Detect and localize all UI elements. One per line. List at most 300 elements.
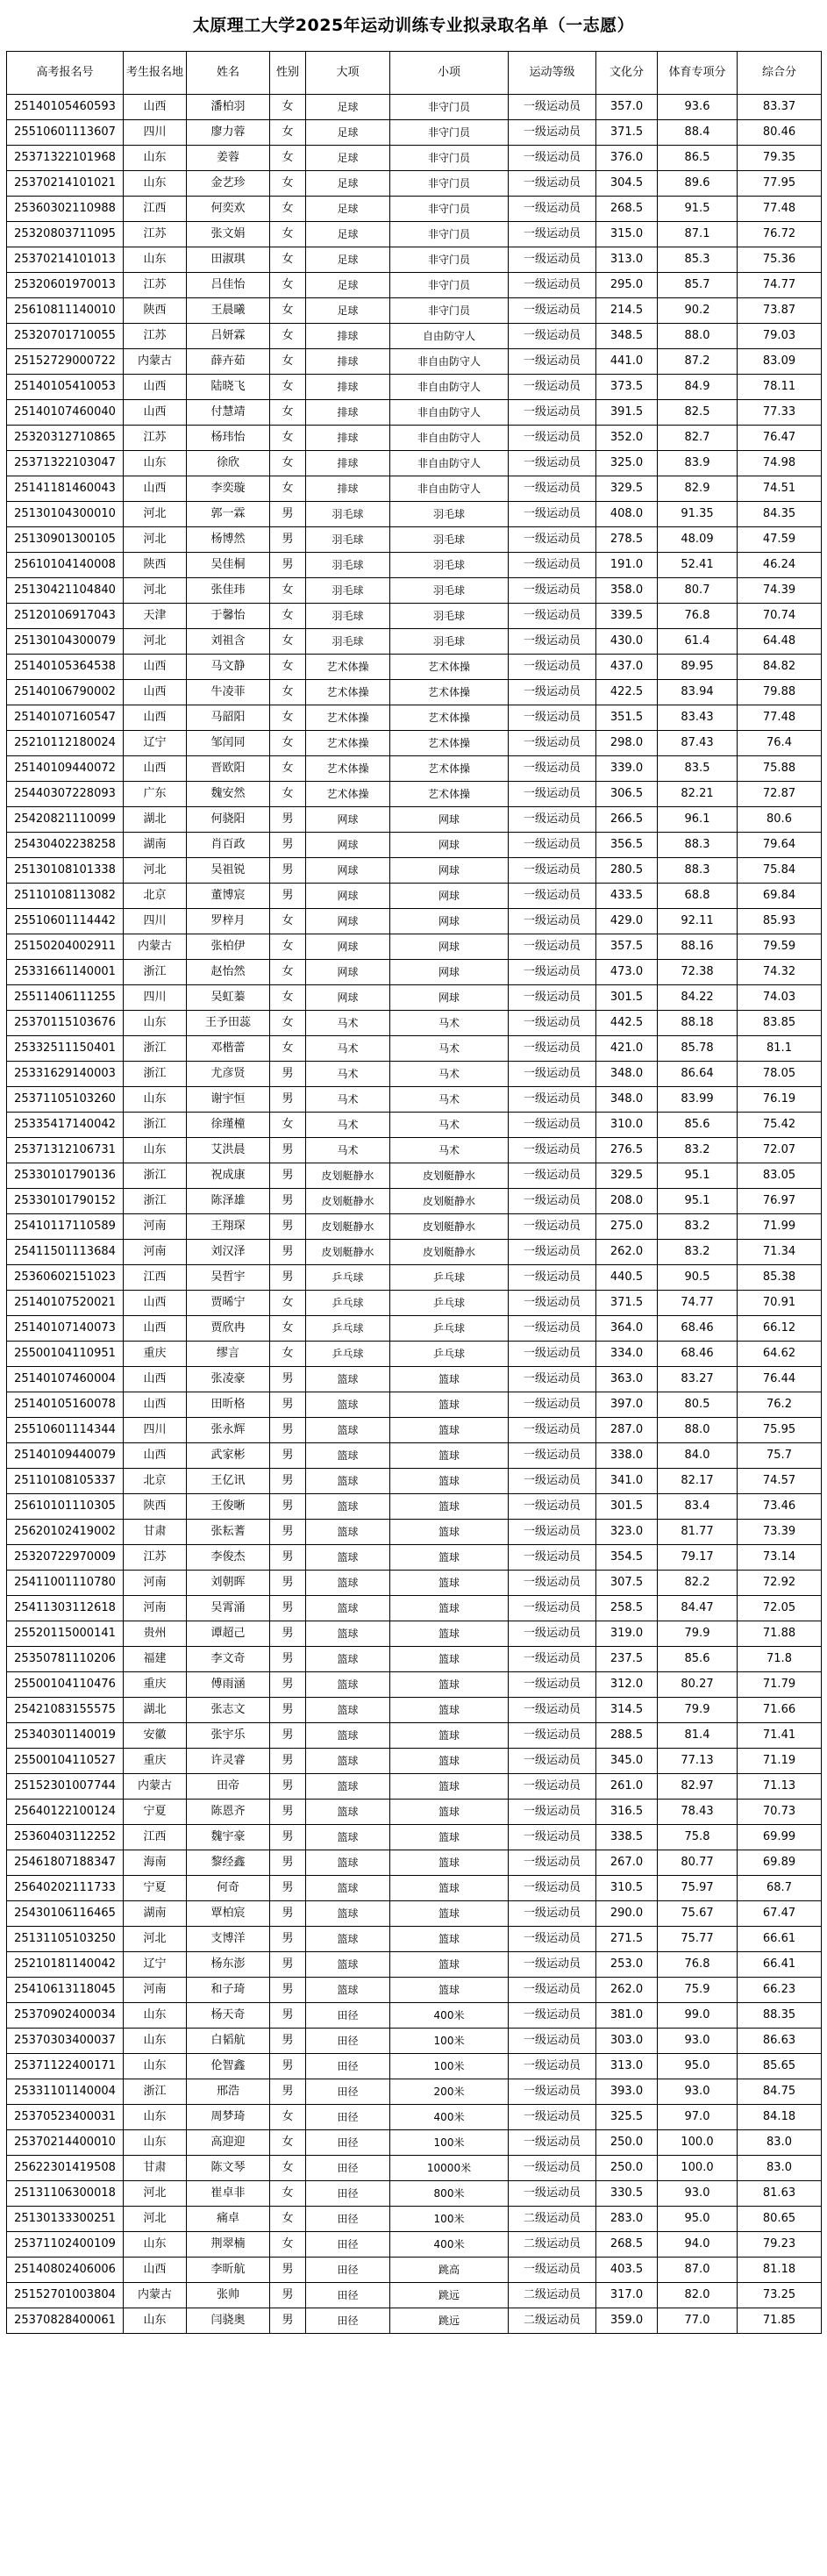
cell-culture-score: 329.5 bbox=[596, 1163, 658, 1189]
cell-sport-score: 77.13 bbox=[658, 1749, 738, 1774]
cell-level: 一级运动员 bbox=[509, 807, 596, 833]
cell-total-score: 76.19 bbox=[738, 1087, 822, 1113]
cell-gender: 女 bbox=[270, 655, 306, 680]
cell-name: 何奕欢 bbox=[187, 197, 270, 222]
table-row bbox=[7, 1723, 822, 1749]
cell-event: 艺术体操 bbox=[390, 680, 509, 705]
cell-sport-score: 93.0 bbox=[658, 2029, 738, 2054]
cell-exam-id: 25622301419508 bbox=[7, 2156, 124, 2181]
cell-event: 非自由防守人 bbox=[390, 451, 509, 476]
cell-gender: 男 bbox=[270, 1392, 306, 1418]
cell-event: 400米 bbox=[390, 2105, 509, 2130]
cell-level: 一级运动员 bbox=[509, 960, 596, 985]
cell-total-score: 84.82 bbox=[738, 655, 822, 680]
cell-exam-id: 25500104110527 bbox=[7, 1749, 124, 1774]
cell-exam-id: 25140107460004 bbox=[7, 1367, 124, 1392]
cell-gender: 女 bbox=[270, 1342, 306, 1367]
header-sport-score: 体育专项分 bbox=[658, 52, 738, 95]
table-row bbox=[7, 1520, 822, 1545]
cell-region: 山西 bbox=[124, 476, 187, 502]
cell-sport-score: 75.77 bbox=[658, 1927, 738, 1952]
admission-table bbox=[6, 51, 822, 2334]
cell-sport-score: 79.9 bbox=[658, 1698, 738, 1723]
cell-exam-id: 25620102419002 bbox=[7, 1520, 124, 1545]
cell-sport: 足球 bbox=[306, 222, 390, 247]
cell-gender: 男 bbox=[270, 1062, 306, 1087]
cell-event: 非自由防守人 bbox=[390, 426, 509, 451]
cell-region: 重庆 bbox=[124, 1672, 187, 1698]
cell-name: 张文娟 bbox=[187, 222, 270, 247]
table-row bbox=[7, 1825, 822, 1850]
cell-exam-id: 25330101790136 bbox=[7, 1163, 124, 1189]
cell-exam-id: 25510601114344 bbox=[7, 1418, 124, 1443]
cell-gender: 女 bbox=[270, 1316, 306, 1342]
cell-region: 河北 bbox=[124, 629, 187, 655]
cell-sport-score: 82.2 bbox=[658, 1571, 738, 1596]
cell-gender: 男 bbox=[270, 1952, 306, 1978]
cell-event: 篮球 bbox=[390, 1367, 509, 1392]
cell-total-score: 81.18 bbox=[738, 2258, 822, 2283]
table-row bbox=[7, 2258, 822, 2283]
table-row bbox=[7, 1876, 822, 1901]
cell-level: 一级运动员 bbox=[509, 2054, 596, 2079]
cell-culture-score: 334.0 bbox=[596, 1342, 658, 1367]
cell-culture-score: 290.0 bbox=[596, 1901, 658, 1927]
cell-sport: 篮球 bbox=[306, 1545, 390, 1571]
cell-gender: 女 bbox=[270, 1291, 306, 1316]
cell-name: 张凌豪 bbox=[187, 1367, 270, 1392]
cell-exam-id: 25410613118045 bbox=[7, 1978, 124, 2003]
cell-name: 谭超己 bbox=[187, 1621, 270, 1647]
cell-exam-id: 25320701710055 bbox=[7, 324, 124, 349]
cell-sport-score: 87.2 bbox=[658, 349, 738, 375]
cell-region: 四川 bbox=[124, 120, 187, 146]
header-total-score: 综合分 bbox=[738, 52, 822, 95]
cell-sport: 田径 bbox=[306, 2003, 390, 2029]
cell-sport: 皮划艇静水 bbox=[306, 1240, 390, 1265]
cell-sport: 田径 bbox=[306, 2054, 390, 2079]
cell-region: 河北 bbox=[124, 2207, 187, 2232]
cell-name: 王晨曦 bbox=[187, 298, 270, 324]
cell-event: 篮球 bbox=[390, 1596, 509, 1621]
table-row bbox=[7, 298, 822, 324]
cell-culture-score: 345.0 bbox=[596, 1749, 658, 1774]
cell-region: 江苏 bbox=[124, 426, 187, 451]
cell-total-score: 72.05 bbox=[738, 1596, 822, 1621]
cell-exam-id: 25130108101338 bbox=[7, 858, 124, 884]
cell-exam-id: 25130104300079 bbox=[7, 629, 124, 655]
cell-exam-id: 25131106300018 bbox=[7, 2181, 124, 2207]
cell-total-score: 84.75 bbox=[738, 2079, 822, 2105]
cell-culture-score: 250.0 bbox=[596, 2156, 658, 2181]
cell-level: 一级运动员 bbox=[509, 502, 596, 527]
cell-region: 山东 bbox=[124, 1011, 187, 1036]
cell-level: 一级运动员 bbox=[509, 1749, 596, 1774]
table-row bbox=[7, 247, 822, 273]
cell-name: 支博洋 bbox=[187, 1927, 270, 1952]
cell-gender: 男 bbox=[270, 1545, 306, 1571]
table-row bbox=[7, 1698, 822, 1723]
cell-event: 艺术体操 bbox=[390, 655, 509, 680]
cell-region: 四川 bbox=[124, 985, 187, 1011]
cell-exam-id: 25410117110589 bbox=[7, 1214, 124, 1240]
cell-culture-score: 473.0 bbox=[596, 960, 658, 985]
cell-total-score: 74.39 bbox=[738, 578, 822, 604]
cell-culture-score: 262.0 bbox=[596, 1240, 658, 1265]
cell-exam-id: 25130901300105 bbox=[7, 527, 124, 553]
cell-culture-score: 352.0 bbox=[596, 426, 658, 451]
cell-exam-id: 25371322103047 bbox=[7, 451, 124, 476]
cell-level: 一级运动员 bbox=[509, 247, 596, 273]
cell-gender: 女 bbox=[270, 375, 306, 400]
cell-total-score: 71.34 bbox=[738, 1240, 822, 1265]
cell-event: 篮球 bbox=[390, 1800, 509, 1825]
cell-name: 王予田蕊 bbox=[187, 1011, 270, 1036]
cell-sport: 篮球 bbox=[306, 1672, 390, 1698]
cell-sport: 篮球 bbox=[306, 1621, 390, 1647]
cell-sport: 篮球 bbox=[306, 1952, 390, 1978]
cell-gender: 男 bbox=[270, 553, 306, 578]
cell-sport: 网球 bbox=[306, 858, 390, 884]
cell-sport: 篮球 bbox=[306, 1825, 390, 1850]
cell-culture-score: 319.0 bbox=[596, 1621, 658, 1647]
cell-sport-score: 89.95 bbox=[658, 655, 738, 680]
cell-event: 羽毛球 bbox=[390, 502, 509, 527]
cell-sport-score: 95.1 bbox=[658, 1163, 738, 1189]
cell-exam-id: 25140107160547 bbox=[7, 705, 124, 731]
cell-level: 一级运动员 bbox=[509, 2156, 596, 2181]
cell-total-score: 75.95 bbox=[738, 1418, 822, 1443]
cell-event: 10000米 bbox=[390, 2156, 509, 2181]
cell-culture-score: 313.0 bbox=[596, 2054, 658, 2079]
cell-name: 尤彦贤 bbox=[187, 1062, 270, 1087]
cell-culture-score: 268.5 bbox=[596, 2232, 658, 2258]
cell-region: 湖北 bbox=[124, 1698, 187, 1723]
cell-event: 羽毛球 bbox=[390, 629, 509, 655]
cell-region: 湖北 bbox=[124, 807, 187, 833]
cell-total-score: 76.4 bbox=[738, 731, 822, 756]
cell-event: 篮球 bbox=[390, 1723, 509, 1749]
cell-exam-id: 25610811140010 bbox=[7, 298, 124, 324]
cell-culture-score: 314.5 bbox=[596, 1698, 658, 1723]
cell-culture-score: 373.5 bbox=[596, 375, 658, 400]
cell-gender: 女 bbox=[270, 273, 306, 298]
table-row bbox=[7, 2029, 822, 2054]
cell-gender: 男 bbox=[270, 1494, 306, 1520]
cell-sport-score: 83.43 bbox=[658, 705, 738, 731]
table-row bbox=[7, 2003, 822, 2029]
cell-exam-id: 25140109440072 bbox=[7, 756, 124, 782]
cell-sport-score: 76.8 bbox=[658, 604, 738, 629]
cell-event: 篮球 bbox=[390, 1443, 509, 1469]
cell-sport-score: 95.0 bbox=[658, 2054, 738, 2079]
cell-sport-score: 75.8 bbox=[658, 1825, 738, 1850]
cell-name: 张帅 bbox=[187, 2283, 270, 2308]
cell-level: 一级运动员 bbox=[509, 1876, 596, 1901]
cell-gender: 女 bbox=[270, 146, 306, 171]
cell-event: 400米 bbox=[390, 2232, 509, 2258]
cell-name: 吴哲宇 bbox=[187, 1265, 270, 1291]
cell-culture-score: 307.5 bbox=[596, 1571, 658, 1596]
cell-sport-score: 92.11 bbox=[658, 909, 738, 934]
cell-total-score: 74.51 bbox=[738, 476, 822, 502]
cell-total-score: 70.91 bbox=[738, 1291, 822, 1316]
cell-event: 篮球 bbox=[390, 1469, 509, 1494]
cell-total-score: 71.85 bbox=[738, 2308, 822, 2334]
cell-level: 一级运动员 bbox=[509, 349, 596, 375]
table-row bbox=[7, 349, 822, 375]
cell-culture-score: 391.5 bbox=[596, 400, 658, 426]
cell-sport-score: 91.5 bbox=[658, 197, 738, 222]
cell-exam-id: 25371102400109 bbox=[7, 2232, 124, 2258]
cell-level: 一级运动员 bbox=[509, 909, 596, 934]
cell-total-score: 72.87 bbox=[738, 782, 822, 807]
cell-level: 一级运动员 bbox=[509, 553, 596, 578]
cell-exam-id: 25140802406006 bbox=[7, 2258, 124, 2283]
cell-culture-score: 275.0 bbox=[596, 1214, 658, 1240]
cell-level: 一级运动员 bbox=[509, 1978, 596, 2003]
cell-region: 山东 bbox=[124, 2105, 187, 2130]
cell-sport-score: 84.0 bbox=[658, 1443, 738, 1469]
cell-exam-id: 25131105103250 bbox=[7, 1927, 124, 1952]
cell-name: 吴祖锐 bbox=[187, 858, 270, 884]
cell-total-score: 86.63 bbox=[738, 2029, 822, 2054]
cell-total-score: 71.99 bbox=[738, 1214, 822, 1240]
cell-event: 篮球 bbox=[390, 1876, 509, 1901]
cell-exam-id: 25360602151023 bbox=[7, 1265, 124, 1291]
cell-total-score: 75.7 bbox=[738, 1443, 822, 1469]
cell-sport: 皮划艇静水 bbox=[306, 1214, 390, 1240]
cell-name: 吴霄涌 bbox=[187, 1596, 270, 1621]
cell-region: 山东 bbox=[124, 2130, 187, 2156]
cell-exam-id: 25510601113607 bbox=[7, 120, 124, 146]
cell-total-score: 81.63 bbox=[738, 2181, 822, 2207]
cell-region: 河北 bbox=[124, 578, 187, 604]
cell-exam-id: 25520115000141 bbox=[7, 1621, 124, 1647]
cell-sport: 排球 bbox=[306, 400, 390, 426]
cell-sport: 田径 bbox=[306, 2207, 390, 2232]
cell-event: 篮球 bbox=[390, 1774, 509, 1800]
cell-gender: 男 bbox=[270, 2003, 306, 2029]
cell-name: 吴佳桐 bbox=[187, 553, 270, 578]
cell-region: 江苏 bbox=[124, 324, 187, 349]
table-row bbox=[7, 1342, 822, 1367]
cell-sport: 羽毛球 bbox=[306, 578, 390, 604]
cell-event: 篮球 bbox=[390, 1952, 509, 1978]
cell-region: 山东 bbox=[124, 146, 187, 171]
cell-total-score: 46.24 bbox=[738, 553, 822, 578]
cell-sport-score: 82.17 bbox=[658, 1469, 738, 1494]
cell-exam-id: 25130104300010 bbox=[7, 502, 124, 527]
cell-level: 一级运动员 bbox=[509, 1240, 596, 1265]
cell-region: 山西 bbox=[124, 1367, 187, 1392]
cell-gender: 女 bbox=[270, 2207, 306, 2232]
cell-sport-score: 83.99 bbox=[658, 1087, 738, 1113]
cell-event: 艺术体操 bbox=[390, 731, 509, 756]
cell-region: 山西 bbox=[124, 1443, 187, 1469]
table-row bbox=[7, 1571, 822, 1596]
cell-total-score: 83.09 bbox=[738, 349, 822, 375]
cell-culture-score: 433.5 bbox=[596, 884, 658, 909]
cell-region: 湖南 bbox=[124, 1901, 187, 1927]
table-row bbox=[7, 2207, 822, 2232]
cell-region: 山东 bbox=[124, 2003, 187, 2029]
cell-sport-score: 75.9 bbox=[658, 1978, 738, 2003]
table-row bbox=[7, 527, 822, 553]
cell-level: 二级运动员 bbox=[509, 2308, 596, 2334]
cell-level: 一级运动员 bbox=[509, 2003, 596, 2029]
table-header-row bbox=[7, 52, 822, 95]
cell-name: 邢浩 bbox=[187, 2079, 270, 2105]
cell-level: 一级运动员 bbox=[509, 1952, 596, 1978]
header-event: 小项 bbox=[390, 52, 509, 95]
cell-event: 皮划艇静水 bbox=[390, 1214, 509, 1240]
cell-level: 一级运动员 bbox=[509, 451, 596, 476]
cell-sport-score: 85.6 bbox=[658, 1647, 738, 1672]
cell-gender: 女 bbox=[270, 756, 306, 782]
cell-name: 魏安然 bbox=[187, 782, 270, 807]
cell-gender: 女 bbox=[270, 1036, 306, 1062]
cell-gender: 男 bbox=[270, 1240, 306, 1265]
cell-exam-id: 25371105103260 bbox=[7, 1087, 124, 1113]
cell-exam-id: 25140109440079 bbox=[7, 1443, 124, 1469]
cell-exam-id: 25371322101968 bbox=[7, 146, 124, 171]
cell-name: 付慧靖 bbox=[187, 400, 270, 426]
cell-level: 一级运动员 bbox=[509, 1265, 596, 1291]
cell-gender: 男 bbox=[270, 1367, 306, 1392]
cell-exam-id: 25320722970009 bbox=[7, 1545, 124, 1571]
cell-name: 郭一霖 bbox=[187, 502, 270, 527]
cell-culture-score: 429.0 bbox=[596, 909, 658, 934]
cell-culture-score: 393.0 bbox=[596, 2079, 658, 2105]
cell-region: 重庆 bbox=[124, 1342, 187, 1367]
cell-sport-score: 95.1 bbox=[658, 1189, 738, 1214]
cell-name: 马文静 bbox=[187, 655, 270, 680]
cell-sport-score: 68.46 bbox=[658, 1342, 738, 1367]
cell-event: 皮划艇静水 bbox=[390, 1189, 509, 1214]
cell-total-score: 74.32 bbox=[738, 960, 822, 985]
cell-level: 一级运动员 bbox=[509, 1672, 596, 1698]
cell-exam-id: 25340301140019 bbox=[7, 1723, 124, 1749]
cell-exam-id: 25370214101021 bbox=[7, 171, 124, 197]
cell-event: 非自由防守人 bbox=[390, 375, 509, 400]
cell-region: 福建 bbox=[124, 1647, 187, 1672]
cell-sport: 田径 bbox=[306, 2232, 390, 2258]
cell-total-score: 71.88 bbox=[738, 1621, 822, 1647]
cell-gender: 男 bbox=[270, 1265, 306, 1291]
cell-total-score: 76.72 bbox=[738, 222, 822, 247]
cell-event: 网球 bbox=[390, 985, 509, 1011]
cell-level: 一级运动员 bbox=[509, 2130, 596, 2156]
cell-event: 非自由防守人 bbox=[390, 349, 509, 375]
cell-sport: 艺术体操 bbox=[306, 756, 390, 782]
cell-total-score: 76.97 bbox=[738, 1189, 822, 1214]
cell-name: 刘汉泽 bbox=[187, 1240, 270, 1265]
cell-name: 和子琦 bbox=[187, 1978, 270, 2003]
cell-total-score: 76.2 bbox=[738, 1392, 822, 1418]
cell-name: 于馨怡 bbox=[187, 604, 270, 629]
cell-event: 800米 bbox=[390, 2181, 509, 2207]
cell-sport: 田径 bbox=[306, 2105, 390, 2130]
cell-culture-score: 310.5 bbox=[596, 1876, 658, 1901]
cell-region: 山东 bbox=[124, 247, 187, 273]
cell-total-score: 75.42 bbox=[738, 1113, 822, 1138]
cell-total-score: 83.0 bbox=[738, 2156, 822, 2181]
cell-gender: 女 bbox=[270, 120, 306, 146]
cell-event: 艺术体操 bbox=[390, 756, 509, 782]
cell-sport-score: 84.9 bbox=[658, 375, 738, 400]
cell-gender: 女 bbox=[270, 400, 306, 426]
cell-name: 潘柏羽 bbox=[187, 95, 270, 120]
cell-gender: 女 bbox=[270, 934, 306, 960]
cell-region: 陕西 bbox=[124, 298, 187, 324]
cell-level: 一级运动员 bbox=[509, 1596, 596, 1621]
cell-name: 荆翠楠 bbox=[187, 2232, 270, 2258]
cell-total-score: 80.65 bbox=[738, 2207, 822, 2232]
cell-gender: 男 bbox=[270, 1978, 306, 2003]
cell-region: 内蒙古 bbox=[124, 349, 187, 375]
cell-event: 篮球 bbox=[390, 1392, 509, 1418]
cell-sport-score: 83.94 bbox=[658, 680, 738, 705]
cell-name: 杨东澎 bbox=[187, 1952, 270, 1978]
cell-region: 甘肃 bbox=[124, 1520, 187, 1545]
cell-name: 周梦琦 bbox=[187, 2105, 270, 2130]
table-row bbox=[7, 1214, 822, 1240]
cell-gender: 男 bbox=[270, 1469, 306, 1494]
cell-event: 非守门员 bbox=[390, 95, 509, 120]
cell-total-score: 79.88 bbox=[738, 680, 822, 705]
cell-exam-id: 25140105410053 bbox=[7, 375, 124, 400]
cell-region: 宁夏 bbox=[124, 1800, 187, 1825]
cell-exam-id: 25331629140003 bbox=[7, 1062, 124, 1087]
cell-sport-score: 68.46 bbox=[658, 1316, 738, 1342]
table-row bbox=[7, 2181, 822, 2207]
table-row bbox=[7, 680, 822, 705]
cell-gender: 男 bbox=[270, 1672, 306, 1698]
cell-sport: 马术 bbox=[306, 1062, 390, 1087]
cell-culture-score: 371.5 bbox=[596, 1291, 658, 1316]
cell-sport-score: 88.4 bbox=[658, 120, 738, 146]
cell-sport: 田径 bbox=[306, 2181, 390, 2207]
cell-region: 北京 bbox=[124, 1469, 187, 1494]
cell-exam-id: 25420821110099 bbox=[7, 807, 124, 833]
cell-region: 江苏 bbox=[124, 222, 187, 247]
cell-region: 河南 bbox=[124, 1240, 187, 1265]
cell-level: 一级运动员 bbox=[509, 1214, 596, 1240]
cell-total-score: 66.41 bbox=[738, 1952, 822, 1978]
cell-region: 北京 bbox=[124, 884, 187, 909]
cell-exam-id: 25370902400034 bbox=[7, 2003, 124, 2029]
table-row bbox=[7, 400, 822, 426]
table-row bbox=[7, 833, 822, 858]
cell-exam-id: 25500104110951 bbox=[7, 1342, 124, 1367]
cell-sport: 田径 bbox=[306, 2029, 390, 2054]
table-row bbox=[7, 1316, 822, 1342]
cell-sport: 羽毛球 bbox=[306, 527, 390, 553]
cell-total-score: 70.73 bbox=[738, 1800, 822, 1825]
cell-total-score: 83.05 bbox=[738, 1163, 822, 1189]
cell-region: 河南 bbox=[124, 1214, 187, 1240]
cell-name: 李奕璇 bbox=[187, 476, 270, 502]
cell-sport-score: 96.1 bbox=[658, 807, 738, 833]
cell-sport-score: 82.97 bbox=[658, 1774, 738, 1800]
cell-gender: 男 bbox=[270, 2029, 306, 2054]
cell-total-score: 77.95 bbox=[738, 171, 822, 197]
cell-gender: 女 bbox=[270, 222, 306, 247]
cell-culture-score: 338.5 bbox=[596, 1825, 658, 1850]
cell-region: 山东 bbox=[124, 1138, 187, 1163]
cell-region: 山西 bbox=[124, 2258, 187, 2283]
